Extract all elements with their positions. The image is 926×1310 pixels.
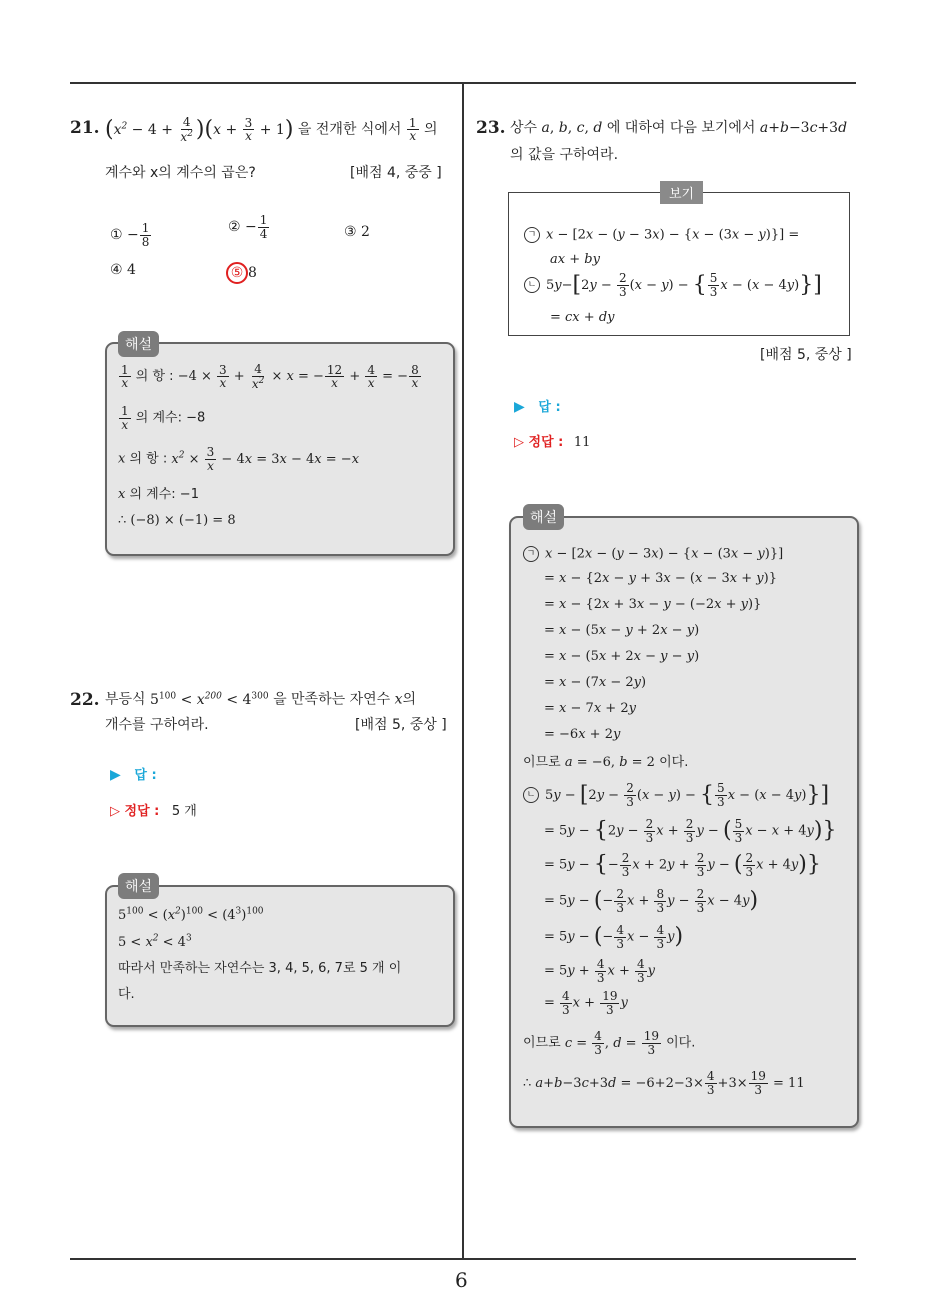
marked-choice-circle: ⑤ <box>226 262 248 284</box>
q21-score: [배점 4, 중중 ] <box>350 165 442 181</box>
q23-sol-n5: = 5y − (− $\frac{4}{3}$ x − $\frac{4}{3}$ y) <box>544 923 684 951</box>
q23-bogi-line1: ㄱ x − [2x − (y − 3x) − {x − (3x − y)}] = <box>524 227 799 243</box>
q23-sol-g3: = x − {2x + 3x − y − (−2x + y)} <box>544 597 762 612</box>
q23-sol-g4: = x − (5x − y + 2x − y) <box>544 623 700 638</box>
q22-correct-row: ▷ 정답 : 5 개 <box>110 804 197 819</box>
triangle-outline-icon: ▷ <box>514 435 524 450</box>
q23-score: [배점 5, 중상 ] <box>760 347 852 363</box>
q23-sol-n3: = 5y − {− $\frac{2}{3}$ x + 2y + $\frac{2}{3}$ y − ( $\frac{2}{3}$ x + 4y)} <box>544 851 821 879</box>
q23-sol-n2: = 5y − {2y − $\frac{2}{3}$ x + $\frac{2}{3}$ y − ( $\frac{5}{3}$ x − x + 4y)} <box>544 817 837 845</box>
q21-sol-line3: x 의 항 : $x^2$ × $\frac{3}{x}$ − 4x = 3x − 4x = −x <box>118 445 360 473</box>
q23-sol-n7: = $\frac{4}{3}$ x + $\frac{19}{3}$ y <box>544 989 628 1017</box>
q21-choice-4[interactable]: ④ 4 <box>110 262 136 278</box>
q22-sol-line4: 다. <box>118 987 135 1002</box>
q21-sol-line4: x 의 계수: −1 <box>118 487 199 502</box>
q21-sol-line5: ∴ (−8) × (−1) = 8 <box>118 513 236 528</box>
q21-sol-line1: $\frac{1}{x}$ 의 항 : −4 × $\frac{3}{x}$ + $\frac{4}{x^2}$ × x = − $\frac{12}{x}$ + $\frac{4}{x}$ = − $\frac{8}{x}$ <box>121 362 419 391</box>
q21-stem-line2: 계수와 x의 계수의 곱은? <box>105 165 256 181</box>
q23-bogi-line2: ax + by <box>550 252 600 267</box>
q21-solution-tag: 해설 <box>118 331 159 357</box>
q21-stem-tail: 을 전개한 식에서 <box>297 121 402 138</box>
q22-solution-box <box>105 885 455 1027</box>
q23-stem-line1: 상수 a, b, c, d 에 대하여 다음 보기에서 a+b−3c+3d <box>510 120 848 136</box>
q23-sol-g9: 이므로 a = −6, b = 2 이다. <box>523 755 689 770</box>
q23-sol-final: ∴ a+b−3c+3d = −6+2−3× $\frac{4}{3}$ +3× $\frac{19}{3}$ = 11 <box>523 1069 805 1097</box>
q21-stem-line1: ($x^2 - 4$ + $\frac{4}{x^2}$ )(x + $\frac{3}{x}$ + 1) 을 전개한 식에서 $\frac{1}{x}$ 의 <box>105 115 438 144</box>
q23-sol-g5: = x − (5x + 2x − y − y) <box>544 649 700 664</box>
q23-sol-g1: ㄱ x − [2x − (y − 3x) − {x − (3x − y)}] <box>523 546 783 562</box>
q23-sol-g6: = x − (7x − 2y) <box>544 675 647 690</box>
column-divider <box>462 84 464 1259</box>
q22-stem-line2: 개수를 구하여라. <box>105 717 209 733</box>
triangle-outline-icon: ▷ <box>110 804 120 819</box>
q21-sol-line2: $\frac{1}{x}$ 의 계수: −8 <box>121 404 206 432</box>
q23-sol-n1: ㄴ 5y − [2y − $\frac{2}{3}$ (x − y) − { $\frac{5}{3}$ x − (x − 4y)}] <box>523 782 829 808</box>
q23-sol-n4: = 5y − (− $\frac{2}{3}$ x + $\frac{8}{3}$ y − $\frac{2}{3}$ x − 4y) <box>544 887 759 915</box>
q22-answer-row[interactable]: ▶ 답 : <box>110 767 157 783</box>
q22-number: 22. <box>70 690 100 710</box>
q23-bogi-line4: = cx + dy <box>550 310 615 325</box>
q22-score: [배점 5, 중상 ] <box>355 717 447 733</box>
q21-choice-5[interactable]: ⑤ 8 <box>226 262 257 284</box>
q23-bogi-tag: 보기 <box>660 181 703 204</box>
play-icon: ▶ <box>514 399 525 415</box>
q22-sol-line3: 따라서 만족하는 자연수는 3, 4, 5, 6, 7로 5 개 이 <box>118 961 402 976</box>
q22-sol-line1: $5^{100} < (x^2)^{100} < (4^3)^{100}$ <box>118 907 264 924</box>
q23-sol-g7: = x − 7x + 2y <box>544 701 636 716</box>
q23-sol-g2: = x − {2x − y + 3x − (x − 3x + y)} <box>544 571 777 586</box>
q21-choice-1[interactable]: ① − $\frac{1}{8}$ <box>110 221 150 249</box>
q23-correct-row: ▷ 정답 : 11 <box>514 435 591 450</box>
q23-sol-n6: = 5y + $\frac{4}{3}$ x + $\frac{4}{3}$ y <box>544 957 655 985</box>
q21-choice-2[interactable]: ② − $\frac{1}{4}$ <box>228 213 268 241</box>
q21-choice-3[interactable]: ③ 2 <box>344 224 370 240</box>
q23-answer-row[interactable]: ▶ 답 : <box>514 399 561 415</box>
q22-stem-line1: 부등식 $5^{100} < x^{200} < 4^{300}$ 을 만족하는 자연수 x의 <box>105 691 417 708</box>
q23-bogi-line3: ㄴ 5y−[2y − $\frac{2}{3}$ (x − y) − { $\frac{5}{3}$ x − (x − 4y)}] <box>524 272 822 298</box>
q23-number: 23. <box>476 118 506 138</box>
q23-sol-n8: 이므로 c = $\frac{4}{3}$ , d = $\frac{19}{3}$ 이다. <box>523 1029 696 1057</box>
q23-solution-tag: 해설 <box>523 504 564 530</box>
q23-sol-g8: = −6x + 2y <box>544 727 621 742</box>
page-number: 6 <box>455 1268 468 1292</box>
q22-sol-line2: $5 < x^2 < 4^3$ <box>118 934 192 951</box>
play-icon: ▶ <box>110 767 121 783</box>
q21-number: 21. <box>70 118 100 138</box>
bottom-rule <box>70 1258 856 1260</box>
q23-stem-line2: 의 값을 구하여라. <box>510 147 619 163</box>
q22-solution-tag: 해설 <box>118 873 159 899</box>
